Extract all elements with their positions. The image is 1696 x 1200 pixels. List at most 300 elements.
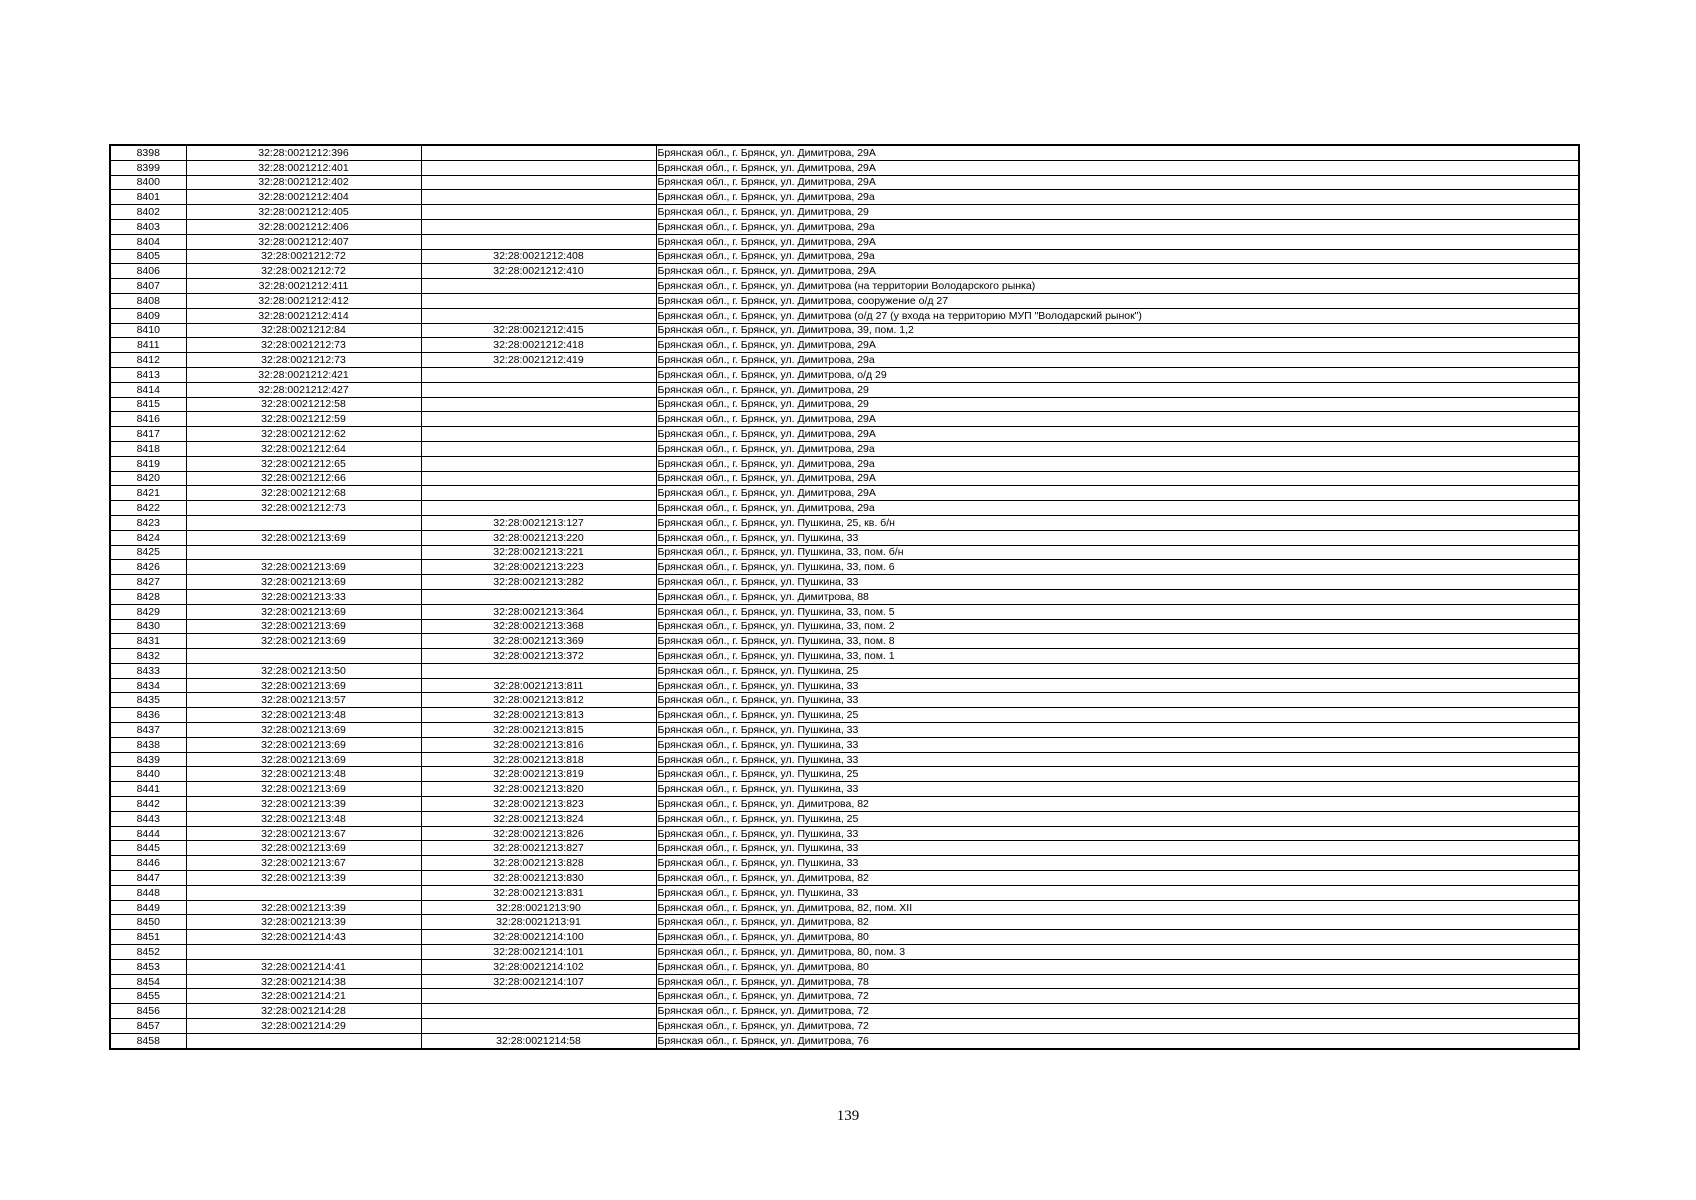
- cadastral-number-cell: 32:28:0021213:67: [186, 856, 421, 871]
- row-number-cell: 8427: [110, 575, 186, 590]
- premises-cadastral-number-cell: [421, 367, 656, 382]
- table-row: [110, 530, 1579, 545]
- row-number-cell: 8436: [110, 708, 186, 723]
- row-number-cell: 8421: [110, 486, 186, 501]
- premises-cadastral-number-cell: [421, 412, 656, 427]
- address-cell: Брянская обл., г. Брянск, ул. Димитрова, 72: [656, 989, 1579, 1004]
- table-row: [110, 797, 1579, 812]
- registry-table: [109, 144, 1580, 1050]
- address-cell: Брянская обл., г. Брянск, ул. Димитрова (о/д 27 (у входа на территорию МУП "Володарский рынок"): [656, 308, 1579, 323]
- row-number-cell: 8425: [110, 545, 186, 560]
- table-row: [110, 604, 1579, 619]
- row-number-cell: 8444: [110, 826, 186, 841]
- row-number-cell: 8456: [110, 1004, 186, 1019]
- cadastral-number-cell: 32:28:0021212:414: [186, 308, 421, 323]
- cadastral-number-cell: 32:28:0021213:69: [186, 575, 421, 590]
- address-cell: Брянская обл., г. Брянск, ул. Пушкина, 33, пом. б/н: [656, 545, 1579, 560]
- table-row: [110, 501, 1579, 516]
- address-cell: Брянская обл., г. Брянск, ул. Пушкина, 33: [656, 530, 1579, 545]
- row-number-cell: 8435: [110, 693, 186, 708]
- cadastral-number-cell: 32:28:0021214:28: [186, 1004, 421, 1019]
- address-cell: Брянская обл., г. Брянск, ул. Димитрова, 29а: [656, 353, 1579, 368]
- address-cell: Брянская обл., г. Брянск, ул. Пушкина, 33: [656, 723, 1579, 738]
- premises-cadastral-number-cell: 32:28:0021213:223: [421, 560, 656, 575]
- cadastral-number-cell: 32:28:0021214:41: [186, 959, 421, 974]
- table-row: [110, 989, 1579, 1004]
- address-cell: Брянская обл., г. Брянск, ул. Димитрова, 29А: [656, 160, 1579, 175]
- address-cell: Брянская обл., г. Брянск, ул. Пушкина, 33, пом. 2: [656, 619, 1579, 634]
- table-row: [110, 885, 1579, 900]
- address-cell: Брянская обл., г. Брянск, ул. Димитрова, 29а: [656, 249, 1579, 264]
- premises-cadastral-number-cell: [421, 160, 656, 175]
- table-row: [110, 338, 1579, 353]
- table-row: [110, 767, 1579, 782]
- address-cell: Брянская обл., г. Брянск, ул. Димитрова, 29А: [656, 427, 1579, 442]
- table-row: [110, 811, 1579, 826]
- row-number-cell: 8422: [110, 501, 186, 516]
- premises-cadastral-number-cell: 32:28:0021213:127: [421, 515, 656, 530]
- address-cell: Брянская обл., г. Брянск, ул. Димитрова (на территории Володарского рынка): [656, 279, 1579, 294]
- premises-cadastral-number-cell: 32:28:0021213:820: [421, 782, 656, 797]
- row-number-cell: 8430: [110, 619, 186, 634]
- premises-cadastral-number-cell: 32:28:0021213:369: [421, 634, 656, 649]
- table-row: [110, 293, 1579, 308]
- row-number-cell: 8458: [110, 1033, 186, 1048]
- cadastral-number-cell: 32:28:0021212:68: [186, 486, 421, 501]
- row-number-cell: 8407: [110, 279, 186, 294]
- cadastral-number-cell: 32:28:0021212:421: [186, 367, 421, 382]
- table-row: [110, 486, 1579, 501]
- cadastral-number-cell: 32:28:0021214:21: [186, 989, 421, 1004]
- premises-cadastral-number-cell: [421, 219, 656, 234]
- table-row: [110, 367, 1579, 382]
- cadastral-number-cell: 32:28:0021213:69: [186, 678, 421, 693]
- table-row: [110, 323, 1579, 338]
- table-row: [110, 1004, 1579, 1019]
- cadastral-number-cell: 32:28:0021212:427: [186, 382, 421, 397]
- address-cell: Брянская обл., г. Брянск, ул. Димитрова, 80, пом. 3: [656, 945, 1579, 960]
- address-cell: Брянская обл., г. Брянск, ул. Пушкина, 33: [656, 752, 1579, 767]
- row-number-cell: 8433: [110, 663, 186, 678]
- premises-cadastral-number-cell: [421, 279, 656, 294]
- table-row: [110, 782, 1579, 797]
- premises-cadastral-number-cell: 32:28:0021214:58: [421, 1033, 656, 1048]
- row-number-cell: 8408: [110, 293, 186, 308]
- table-row: [110, 279, 1579, 294]
- premises-cadastral-number-cell: [421, 145, 656, 160]
- address-cell: Брянская обл., г. Брянск, ул. Пушкина, 33: [656, 737, 1579, 752]
- row-number-cell: 8446: [110, 856, 186, 871]
- premises-cadastral-number-cell: 32:28:0021213:221: [421, 545, 656, 560]
- premises-cadastral-number-cell: [421, 486, 656, 501]
- table-row: [110, 649, 1579, 664]
- cadastral-number-cell: 32:28:0021214:38: [186, 974, 421, 989]
- table-row: [110, 382, 1579, 397]
- premises-cadastral-number-cell: 32:28:0021213:828: [421, 856, 656, 871]
- row-number-cell: 8423: [110, 515, 186, 530]
- cadastral-number-cell: 32:28:0021213:67: [186, 826, 421, 841]
- premises-cadastral-number-cell: 32:28:0021213:90: [421, 900, 656, 915]
- cadastral-number-cell: 32:28:0021214:43: [186, 930, 421, 945]
- address-cell: Брянская обл., г. Брянск, ул. Димитрова, 29А: [656, 486, 1579, 501]
- cadastral-number-cell: 32:28:0021213:48: [186, 767, 421, 782]
- row-number-cell: 8431: [110, 634, 186, 649]
- address-cell: Брянская обл., г. Брянск, ул. Димитрова, о/д 29: [656, 367, 1579, 382]
- premises-cadastral-number-cell: [421, 397, 656, 412]
- registry-table-body: [110, 145, 1579, 1049]
- premises-cadastral-number-cell: 32:28:0021213:368: [421, 619, 656, 634]
- cadastral-number-cell: 32:28:0021212:396: [186, 145, 421, 160]
- address-cell: Брянская обл., г. Брянск, ул. Пушкина, 33: [656, 826, 1579, 841]
- row-number-cell: 8403: [110, 219, 186, 234]
- row-number-cell: 8442: [110, 797, 186, 812]
- cadastral-number-cell: 32:28:0021213:69: [186, 723, 421, 738]
- address-cell: Брянская обл., г. Брянск, ул. Пушкина, 33: [656, 841, 1579, 856]
- address-cell: Брянская обл., г. Брянск, ул. Пушкина, 33, пом. 6: [656, 560, 1579, 575]
- cadastral-number-cell: 32:28:0021213:33: [186, 589, 421, 604]
- cadastral-number-cell: 32:28:0021213:39: [186, 900, 421, 915]
- premises-cadastral-number-cell: [421, 663, 656, 678]
- table-row: [110, 930, 1579, 945]
- premises-cadastral-number-cell: [421, 471, 656, 486]
- table-row: [110, 190, 1579, 205]
- table-row: [110, 841, 1579, 856]
- cadastral-number-cell: 32:28:0021212:64: [186, 441, 421, 456]
- cadastral-number-cell: 32:28:0021213:48: [186, 811, 421, 826]
- address-cell: Брянская обл., г. Брянск, ул. Димитрова, 78: [656, 974, 1579, 989]
- cadastral-number-cell: 32:28:0021212:73: [186, 353, 421, 368]
- premises-cadastral-number-cell: [421, 175, 656, 190]
- address-cell: Брянская обл., г. Брянск, ул. Пушкина, 33, пом. 5: [656, 604, 1579, 619]
- address-cell: Брянская обл., г. Брянск, ул. Димитрова, 29А: [656, 412, 1579, 427]
- table-row: [110, 145, 1579, 160]
- row-number-cell: 8417: [110, 427, 186, 442]
- table-row: [110, 471, 1579, 486]
- address-cell: Брянская обл., г. Брянск, ул. Пушкина, 25, кв. б/н: [656, 515, 1579, 530]
- cadastral-number-cell: 32:28:0021213:69: [186, 619, 421, 634]
- table-row: [110, 708, 1579, 723]
- cadastral-number-cell: 32:28:0021213:69: [186, 841, 421, 856]
- cadastral-number-cell: [186, 1033, 421, 1048]
- cadastral-number-cell: 32:28:0021212:66: [186, 471, 421, 486]
- page-number: 139: [836, 1108, 860, 1124]
- cadastral-number-cell: 32:28:0021213:50: [186, 663, 421, 678]
- premises-cadastral-number-cell: 32:28:0021212:410: [421, 264, 656, 279]
- premises-cadastral-number-cell: 32:28:0021213:220: [421, 530, 656, 545]
- table-row: [110, 160, 1579, 175]
- address-cell: Брянская обл., г. Брянск, ул. Димитрова, 29А: [656, 264, 1579, 279]
- premises-cadastral-number-cell: [421, 427, 656, 442]
- address-cell: Брянская обл., г. Брянск, ул. Димитрова, 39, пом. 1,2: [656, 323, 1579, 338]
- row-number-cell: 8399: [110, 160, 186, 175]
- address-cell: Брянская обл., г. Брянск, ул. Димитрова, 72: [656, 1019, 1579, 1034]
- cadastral-number-cell: 32:28:0021212:407: [186, 234, 421, 249]
- table-row: [110, 678, 1579, 693]
- premises-cadastral-number-cell: [421, 501, 656, 516]
- row-number-cell: 8411: [110, 338, 186, 353]
- cadastral-number-cell: 32:28:0021213:39: [186, 797, 421, 812]
- table-row: [110, 219, 1579, 234]
- cadastral-number-cell: 32:28:0021213:48: [186, 708, 421, 723]
- premises-cadastral-number-cell: [421, 293, 656, 308]
- table-row: [110, 737, 1579, 752]
- premises-cadastral-number-cell: 32:28:0021213:282: [421, 575, 656, 590]
- address-cell: Брянская обл., г. Брянск, ул. Пушкина, 25: [656, 767, 1579, 782]
- table-row: [110, 560, 1579, 575]
- row-number-cell: 8450: [110, 915, 186, 930]
- row-number-cell: 8455: [110, 989, 186, 1004]
- row-number-cell: 8410: [110, 323, 186, 338]
- table-row: [110, 900, 1579, 915]
- address-cell: Брянская обл., г. Брянск, ул. Димитрова, 29а: [656, 190, 1579, 205]
- premises-cadastral-number-cell: 32:28:0021213:826: [421, 826, 656, 841]
- premises-cadastral-number-cell: 32:28:0021213:831: [421, 885, 656, 900]
- row-number-cell: 8441: [110, 782, 186, 797]
- cadastral-number-cell: 32:28:0021212:411: [186, 279, 421, 294]
- table-row: [110, 397, 1579, 412]
- premises-cadastral-number-cell: 32:28:0021214:102: [421, 959, 656, 974]
- premises-cadastral-number-cell: 32:28:0021213:813: [421, 708, 656, 723]
- table-row: [110, 974, 1579, 989]
- table-row: [110, 1019, 1579, 1034]
- address-cell: Брянская обл., г. Брянск, ул. Пушкина, 25: [656, 663, 1579, 678]
- premises-cadastral-number-cell: 32:28:0021213:818: [421, 752, 656, 767]
- address-cell: Брянская обл., г. Брянск, ул. Димитрова, 29а: [656, 501, 1579, 516]
- premises-cadastral-number-cell: 32:28:0021213:824: [421, 811, 656, 826]
- row-number-cell: 8400: [110, 175, 186, 190]
- table-row: [110, 871, 1579, 886]
- cadastral-number-cell: 32:28:0021212:72: [186, 264, 421, 279]
- table-row: [110, 915, 1579, 930]
- premises-cadastral-number-cell: 32:28:0021213:827: [421, 841, 656, 856]
- row-number-cell: 8449: [110, 900, 186, 915]
- row-number-cell: 8429: [110, 604, 186, 619]
- cadastral-number-cell: 32:28:0021213:69: [186, 634, 421, 649]
- row-number-cell: 8452: [110, 945, 186, 960]
- row-number-cell: 8439: [110, 752, 186, 767]
- table-row: [110, 856, 1579, 871]
- cadastral-number-cell: 32:28:0021213:69: [186, 752, 421, 767]
- table-row: [110, 959, 1579, 974]
- address-cell: Брянская обл., г. Брянск, ул. Пушкина, 25: [656, 708, 1579, 723]
- address-cell: Брянская обл., г. Брянск, ул. Димитрова, 80: [656, 930, 1579, 945]
- cadastral-number-cell: 32:28:0021212:73: [186, 338, 421, 353]
- premises-cadastral-number-cell: 32:28:0021212:418: [421, 338, 656, 353]
- address-cell: Брянская обл., г. Брянск, ул. Димитрова, 29а: [656, 441, 1579, 456]
- address-cell: Брянская обл., г. Брянск, ул. Димитрова, 76: [656, 1033, 1579, 1048]
- table-row: [110, 575, 1579, 590]
- cadastral-number-cell: 32:28:0021213:57: [186, 693, 421, 708]
- premises-cadastral-number-cell: [421, 989, 656, 1004]
- premises-cadastral-number-cell: 32:28:0021214:100: [421, 930, 656, 945]
- row-number-cell: 8406: [110, 264, 186, 279]
- cadastral-number-cell: 32:28:0021214:29: [186, 1019, 421, 1034]
- premises-cadastral-number-cell: 32:28:0021213:819: [421, 767, 656, 782]
- address-cell: Брянская обл., г. Брянск, ул. Димитрова, 82, пом. XII: [656, 900, 1579, 915]
- table-row: [110, 693, 1579, 708]
- premises-cadastral-number-cell: 32:28:0021213:811: [421, 678, 656, 693]
- premises-cadastral-number-cell: 32:28:0021212:408: [421, 249, 656, 264]
- row-number-cell: 8440: [110, 767, 186, 782]
- table-row: [110, 619, 1579, 634]
- premises-cadastral-number-cell: [421, 190, 656, 205]
- table-row: [110, 945, 1579, 960]
- row-number-cell: 8445: [110, 841, 186, 856]
- premises-cadastral-number-cell: [421, 1019, 656, 1034]
- cadastral-number-cell: 32:28:0021212:404: [186, 190, 421, 205]
- table-row: [110, 205, 1579, 220]
- cadastral-number-cell: 32:28:0021213:39: [186, 871, 421, 886]
- table-row: [110, 1033, 1579, 1048]
- address-cell: Брянская обл., г. Брянск, ул. Димитрова, 29А: [656, 175, 1579, 190]
- table-row: [110, 723, 1579, 738]
- cadastral-number-cell: 32:28:0021212:401: [186, 160, 421, 175]
- cadastral-number-cell: 32:28:0021212:65: [186, 456, 421, 471]
- address-cell: Брянская обл., г. Брянск, ул. Димитрова, 82: [656, 915, 1579, 930]
- address-cell: Брянская обл., г. Брянск, ул. Димитрова, 82: [656, 797, 1579, 812]
- row-number-cell: 8424: [110, 530, 186, 545]
- table-row: [110, 634, 1579, 649]
- row-number-cell: 8432: [110, 649, 186, 664]
- cadastral-number-cell: [186, 649, 421, 664]
- address-cell: Брянская обл., г. Брянск, ул. Димитрова, 29а: [656, 456, 1579, 471]
- cadastral-number-cell: 32:28:0021212:402: [186, 175, 421, 190]
- address-cell: Брянская обл., г. Брянск, ул. Пушкина, 33: [656, 856, 1579, 871]
- premises-cadastral-number-cell: [421, 1004, 656, 1019]
- cadastral-number-cell: 32:28:0021213:69: [186, 737, 421, 752]
- address-cell: Брянская обл., г. Брянск, ул. Димитрова, 82: [656, 871, 1579, 886]
- row-number-cell: 8402: [110, 205, 186, 220]
- row-number-cell: 8412: [110, 353, 186, 368]
- address-cell: Брянская обл., г. Брянск, ул. Пушкина, 33: [656, 575, 1579, 590]
- row-number-cell: 8438: [110, 737, 186, 752]
- cadastral-number-cell: 32:28:0021212:73: [186, 501, 421, 516]
- row-number-cell: 8415: [110, 397, 186, 412]
- premises-cadastral-number-cell: [421, 205, 656, 220]
- row-number-cell: 8443: [110, 811, 186, 826]
- address-cell: Брянская обл., г. Брянск, ул. Пушкина, 33, пом. 1: [656, 649, 1579, 664]
- row-number-cell: 8418: [110, 441, 186, 456]
- premises-cadastral-number-cell: 32:28:0021213:812: [421, 693, 656, 708]
- cadastral-number-cell: [186, 515, 421, 530]
- table-row: [110, 515, 1579, 530]
- table-row: [110, 353, 1579, 368]
- address-cell: Брянская обл., г. Брянск, ул. Димитрова, 29: [656, 397, 1579, 412]
- cadastral-number-cell: 32:28:0021212:412: [186, 293, 421, 308]
- table-row: [110, 308, 1579, 323]
- row-number-cell: 8437: [110, 723, 186, 738]
- address-cell: Брянская обл., г. Брянск, ул. Димитрова, сооружение о/д 27: [656, 293, 1579, 308]
- cadastral-number-cell: 32:28:0021213:39: [186, 915, 421, 930]
- row-number-cell: 8447: [110, 871, 186, 886]
- row-number-cell: 8414: [110, 382, 186, 397]
- table-row: [110, 264, 1579, 279]
- premises-cadastral-number-cell: 32:28:0021213:816: [421, 737, 656, 752]
- cadastral-number-cell: 32:28:0021212:84: [186, 323, 421, 338]
- table-row: [110, 441, 1579, 456]
- row-number-cell: 8401: [110, 190, 186, 205]
- table-row: [110, 752, 1579, 767]
- premises-cadastral-number-cell: 32:28:0021213:91: [421, 915, 656, 930]
- address-cell: Брянская обл., г. Брянск, ул. Димитрова, 29а: [656, 219, 1579, 234]
- cadastral-number-cell: 32:28:0021212:405: [186, 205, 421, 220]
- cadastral-number-cell: 32:28:0021213:69: [186, 782, 421, 797]
- address-cell: Брянская обл., г. Брянск, ул. Димитрова, 29А: [656, 234, 1579, 249]
- address-cell: Брянская обл., г. Брянск, ул. Пушкина, 33: [656, 782, 1579, 797]
- address-cell: Брянская обл., г. Брянск, ул. Димитрова, 29: [656, 382, 1579, 397]
- premises-cadastral-number-cell: 32:28:0021214:101: [421, 945, 656, 960]
- cadastral-number-cell: [186, 885, 421, 900]
- premises-cadastral-number-cell: [421, 441, 656, 456]
- address-cell: Брянская обл., г. Брянск, ул. Пушкина, 25: [656, 811, 1579, 826]
- address-cell: Брянская обл., г. Брянск, ул. Димитрова, 29: [656, 205, 1579, 220]
- row-number-cell: 8426: [110, 560, 186, 575]
- table-row: [110, 456, 1579, 471]
- address-cell: Брянская обл., г. Брянск, ул. Димитрова, 72: [656, 1004, 1579, 1019]
- premises-cadastral-number-cell: 32:28:0021214:107: [421, 974, 656, 989]
- row-number-cell: 8405: [110, 249, 186, 264]
- cadastral-number-cell: [186, 945, 421, 960]
- address-cell: Брянская обл., г. Брянск, ул. Димитрова, 29А: [656, 471, 1579, 486]
- table-row: [110, 545, 1579, 560]
- premises-cadastral-number-cell: [421, 234, 656, 249]
- cadastral-number-cell: 32:28:0021213:69: [186, 604, 421, 619]
- cadastral-number-cell: 32:28:0021213:69: [186, 530, 421, 545]
- row-number-cell: 8416: [110, 412, 186, 427]
- address-cell: Брянская обл., г. Брянск, ул. Пушкина, 33: [656, 678, 1579, 693]
- cadastral-number-cell: 32:28:0021212:58: [186, 397, 421, 412]
- row-number-cell: 8398: [110, 145, 186, 160]
- row-number-cell: 8434: [110, 678, 186, 693]
- address-cell: Брянская обл., г. Брянск, ул. Пушкина, 33: [656, 885, 1579, 900]
- premises-cadastral-number-cell: 32:28:0021213:372: [421, 649, 656, 664]
- table-row: [110, 412, 1579, 427]
- table-row: [110, 175, 1579, 190]
- premises-cadastral-number-cell: 32:28:0021213:815: [421, 723, 656, 738]
- address-cell: Брянская обл., г. Брянск, ул. Димитрова, 29А: [656, 145, 1579, 160]
- cadastral-number-cell: 32:28:0021212:406: [186, 219, 421, 234]
- table-row: [110, 234, 1579, 249]
- cadastral-number-cell: 32:28:0021212:59: [186, 412, 421, 427]
- row-number-cell: 8420: [110, 471, 186, 486]
- row-number-cell: 8457: [110, 1019, 186, 1034]
- premises-cadastral-number-cell: 32:28:0021213:830: [421, 871, 656, 886]
- row-number-cell: 8413: [110, 367, 186, 382]
- premises-cadastral-number-cell: [421, 308, 656, 323]
- address-cell: Брянская обл., г. Брянск, ул. Димитрова, 80: [656, 959, 1579, 974]
- row-number-cell: 8404: [110, 234, 186, 249]
- cadastral-number-cell: 32:28:0021212:62: [186, 427, 421, 442]
- table-row: [110, 826, 1579, 841]
- premises-cadastral-number-cell: 32:28:0021213:823: [421, 797, 656, 812]
- row-number-cell: 8448: [110, 885, 186, 900]
- cadastral-number-cell: [186, 545, 421, 560]
- address-cell: Брянская обл., г. Брянск, ул. Пушкина, 33, пом. 8: [656, 634, 1579, 649]
- premises-cadastral-number-cell: [421, 456, 656, 471]
- cadastral-number-cell: 32:28:0021213:69: [186, 560, 421, 575]
- row-number-cell: 8451: [110, 930, 186, 945]
- row-number-cell: 8453: [110, 959, 186, 974]
- table-row: [110, 249, 1579, 264]
- table-row: [110, 663, 1579, 678]
- premises-cadastral-number-cell: 32:28:0021213:364: [421, 604, 656, 619]
- row-number-cell: 8428: [110, 589, 186, 604]
- row-number-cell: 8419: [110, 456, 186, 471]
- premises-cadastral-number-cell: 32:28:0021212:415: [421, 323, 656, 338]
- premises-cadastral-number-cell: [421, 589, 656, 604]
- row-number-cell: 8409: [110, 308, 186, 323]
- address-cell: Брянская обл., г. Брянск, ул. Димитрова, 29А: [656, 338, 1579, 353]
